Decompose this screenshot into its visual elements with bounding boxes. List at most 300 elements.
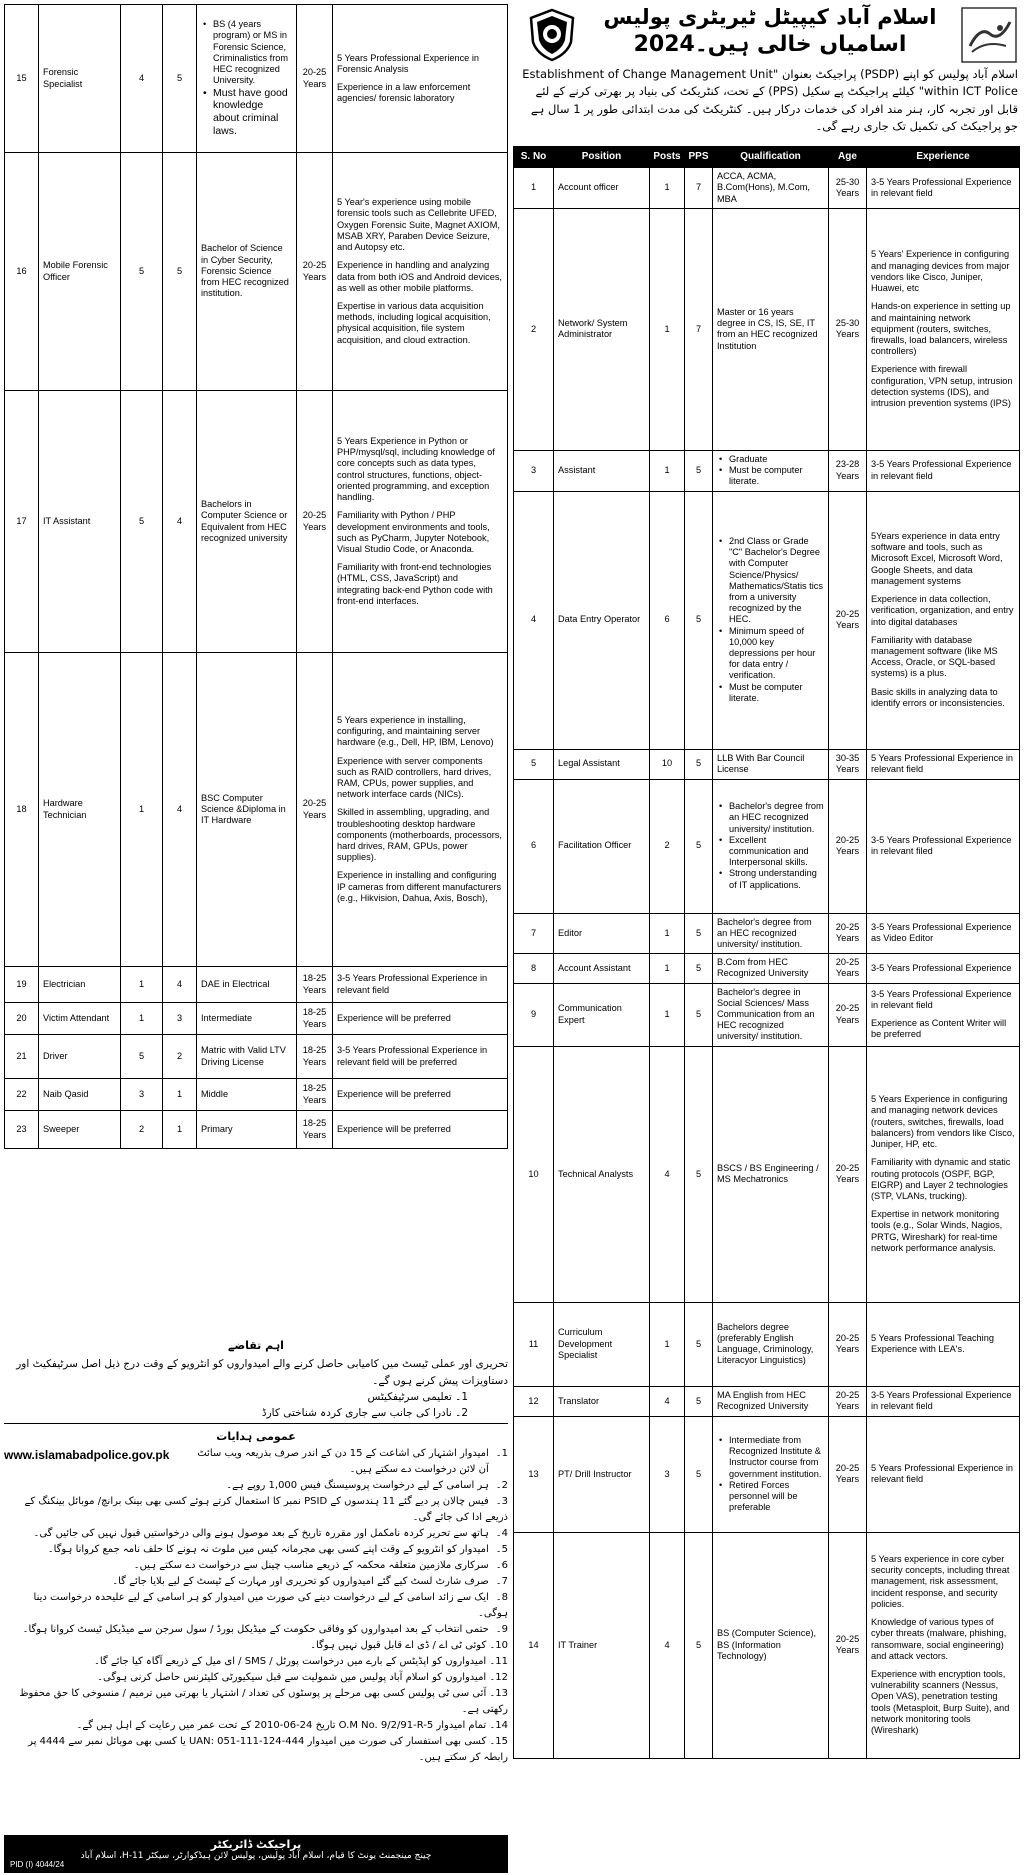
footer-address: چینج مینجمنٹ یونٹ کا قیام، اسلام آباد پولیس، پولیس لائن ہیڈکوارٹر، سیکٹر H-11، اسلام آباد [80,1851,432,1862]
row-posts: 1 [121,1003,163,1035]
qualification-item: • Intermediate from Recognized Institute & Instructor course from government institution. [717,1435,824,1480]
qualification-item: • Must have good knowledge about criminal laws. [201,87,292,138]
pid-number: PID (I) 4044/24 [10,1860,65,1870]
row-position: Forensic Specialist [39,5,121,153]
row-posts: 4 [650,1046,685,1302]
row-qualification: Intermediate [197,1003,297,1035]
experience-paragraph: Experience in handling and analyzing data from both iOS and Android devices, as well as other mobile platforms. [337,260,502,293]
instruction-text: ایک سے زائد اسامی کے لیے درخواست دینے کی صورت میں امیدوار کو ہر اسامی کے لیے علیحدہ درخواست دینا ہوگی۔ [33,1591,508,1619]
row-posts: 6 [650,491,685,749]
row-pps: 4 [163,391,197,653]
experience-paragraph: 3-5 Years Professional Experience in relevant field [871,459,1012,481]
row-posts: 1 [650,450,685,491]
row-position: Translator [554,1386,650,1416]
row-experience [867,1046,1020,1302]
instruction-text: امیدوار اشتہار کی اشاعت کے 15 دن کے اندر صرف بذریعہ ویب سائٹ [197,1447,489,1459]
row-position: Network/ System Administrator [554,208,650,450]
row-posts: 1 [650,208,685,450]
table-row [5,1035,508,1079]
row-age: 25-30 Years [829,208,867,450]
row-experience [867,983,1020,1046]
experience-paragraph: 5 Years experience in core cyber security concepts, including threat management, risk assessment, incident response, and security policies. [871,1554,1010,1609]
row-experience [333,653,508,967]
experience-paragraph: 5Years experience in data entry software and tools, such as Microsoft Excel, Microsoft Word, Google Sheets, and data management systems [871,530,1003,586]
col-sno: S. No [514,147,554,168]
row-qualification [713,1416,829,1532]
instruction-item [4,1574,508,1590]
table-row [514,913,1020,954]
instruction-item [4,1590,508,1622]
table-row [514,208,1020,450]
instruction-number: 11۔ [489,1655,508,1667]
row-posts: 1 [650,954,685,983]
instruction-number: 14۔ [489,1719,508,1731]
row-position: Facilitation Officer [554,779,650,913]
row-qualification [713,491,829,749]
row-experience [867,1386,1020,1416]
instruction-text: ہاتھ سے تحریر کردہ نامکمل اور مقررہ تاریخ کے بعد موصول ہونے والی درخواستیں قبول نہیں کی جائیں گی۔ [33,1527,489,1539]
row-qualification [197,5,297,153]
row-position: Mobile Forensic Officer [39,153,121,391]
row-experience [333,1111,508,1149]
experience-paragraph: Knowledge of various types of cyber threats (malware, phishing, ransomware, social engineering) and attack vectors. [871,1617,1007,1661]
notes-section [4,1335,508,1766]
row-pps: 5 [685,913,713,954]
instruction-item [4,1494,508,1526]
row-age: 20-25 Years [829,491,867,749]
header [513,4,1020,133]
experience-paragraph: 5 Years Professional Experience in Forensic Analysis [337,52,479,74]
row-posts: 1 [121,967,163,1003]
experience-paragraph: Familiarity with database management software (like MS Access, Oracle, or SQL-based systems) is a plus. [871,634,998,679]
experience-paragraph: Familiarity with dynamic and static routing protocols (OSPF, BGP, EIGRP) and Layer 2 technologies (STP, VLANs, trucking). [871,1157,1011,1202]
row-qualification: Bachelors in Computer Science or Equivalent from HEC recognized university [197,391,297,653]
row-experience [867,749,1020,779]
row-position: Driver [39,1035,121,1079]
row-pps: 5 [685,1386,713,1416]
experience-paragraph: Experience in a law enforcement agencies/ forensic laboratory [337,82,471,104]
row-pps: 5 [685,1046,713,1302]
experience-paragraph: Experience will be preferred [337,1012,451,1023]
row-sno: 1 [514,168,554,209]
table-row [514,954,1020,983]
left-column [4,4,508,1149]
row-sno: 20 [5,1003,39,1035]
instruction-text: امیدواروں کو اسلام آباد پولیس میں شمولیت سے قبل سیکیورٹی کلیئرنس حاصل کرنی ہوگی۔ [97,1671,487,1683]
row-experience [867,491,1020,749]
row-experience [333,5,508,153]
experience-paragraph: Experience in installing and configuring IP cameras from different manufacturers (e.g., Hikvision, Dahua, Axis, Bosch), [337,870,502,903]
instruction-item [4,1670,508,1686]
row-posts: 1 [650,168,685,209]
instruction-number: 10۔ [489,1639,508,1651]
header-title: اسلام آباد کیپیٹل ٹیریٹری پولیس [603,5,937,29]
row-experience [333,967,508,1003]
row-pps: 7 [685,168,713,209]
table-header-row [514,147,1020,168]
table-row [5,967,508,1003]
instruction-number: 1۔ [495,1447,508,1459]
row-qualification: Matric with Valid LTV Driving License [197,1035,297,1079]
experience-paragraph: 3-5 Years Professional Experience in relevant field [871,176,1012,199]
instruction-item [4,1718,508,1734]
experience-paragraph: Experience with encryption tools, vulnerability scanners (Nessus, Open VAS), penetration testing tools (Metasploit, Burp Suite), and network monitoring tools (Wireshark) [871,1669,1010,1736]
instruction-text: کوئی ٹی اے / ڈی اے قابل قبول نہیں ہوگا۔ [310,1639,487,1651]
experience-paragraph: 3-5 Years Professional Experience as Video Editor [871,922,1012,944]
row-pps: 5 [685,1532,713,1758]
experience-paragraph: 3-5 Years Professional Experience in relevant field [871,1389,1012,1412]
experience-paragraph: Hands-on experience in setting up and maintaining network equipment (routers, switches, firewalls, load balancers, wireless controllers) [871,301,1011,357]
row-position: Victim Attendant [39,1003,121,1035]
row-experience [867,913,1020,954]
instruction-item [4,1526,508,1542]
row-pps: 5 [685,779,713,913]
row-posts: 1 [650,913,685,954]
experience-paragraph: 5 Years' Experience in configuring and managing devices from major vendors like Cisco, Juniper, Huawei, etc [871,249,1010,294]
experience-paragraph: Skilled in assembling, upgrading, and troubleshooting desktop hardware components (motherboards, processors, hard drives, RAM, GPUs, power supplies). [337,807,502,863]
row-posts: 2 [650,779,685,913]
table-row [514,450,1020,491]
experience-paragraph: 3-5 Years Professional Experience in relevant filed [871,834,1012,856]
table-row [514,1302,1020,1386]
experience-paragraph: 5 Years experience in installing, configuring, and maintaining server hardware (e.g., Dell, HP, IBM, Lenovo) [337,714,494,748]
row-posts: 3 [121,1079,163,1111]
footer-title: پراجیکٹ ڈائریکٹر [210,1838,302,1851]
instruction-item [4,1478,508,1494]
row-position: IT Trainer [554,1532,650,1758]
right-positions-table [513,146,1020,1759]
row-qualification: BSCS / BS Engineering / MS Mechatronics [713,1046,829,1302]
row-sno: 7 [514,913,554,954]
row-pps: 5 [685,954,713,983]
row-qualification: MA English from HEC Recognized University [713,1386,829,1416]
instruction-item [4,1638,508,1654]
row-age: 20-25 Years [829,1532,867,1758]
row-age: 20-25 Years [829,779,867,913]
qualification-item: • Must be computer literate. [717,465,824,487]
table-row [5,5,508,153]
row-pps: 5 [685,450,713,491]
row-posts: 5 [121,153,163,391]
row-sno: 22 [5,1079,39,1111]
row-sno: 11 [514,1302,554,1386]
instructions-title: عمومی ہدایات [216,1430,296,1444]
stamp-icon [960,6,1018,64]
row-experience [333,391,508,653]
row-age: 20-25 Years [297,153,333,391]
requirement-item-1: 1۔ تعلیمی سرٹیفکیٹس [367,1390,468,1403]
row-experience [867,954,1020,983]
row-pps: 1 [163,1079,197,1111]
instruction-number: 9۔ [495,1623,508,1635]
instruction-number: 7۔ [495,1575,508,1587]
table-row [514,779,1020,913]
qualification-item: • 2nd Class or Grade "C" Bachelor's Degree with Computer Science/Physics/ Mathematics/Statis tics from a university recognized by the HEC. [717,536,824,626]
row-age: 18-25 Years [297,1003,333,1035]
instruction-text: امیدوار کو انٹرویو کے وقت اپنے کسی بھی مجرمانہ کیس میں ملوث نہ ہونے کا حلف نامہ جمع کروانا ہوگا۔ [47,1543,489,1555]
table-row [514,1416,1020,1532]
website-link[interactable]: www.islamabadpolice.gov.pk [4,1447,170,1462]
table-row [5,653,508,967]
row-position: Electrician [39,967,121,1003]
instruction-number: 12۔ [489,1671,508,1683]
row-age: 20-25 Years [829,1386,867,1416]
row-qualification: ACCA, ACMA, B.Com(Hons), M.Com, MBA [713,168,829,209]
instruction-item [4,1622,508,1638]
row-sno: 14 [514,1532,554,1758]
row-qualification [713,779,829,913]
row-qualification: DAE in Electrical [197,967,297,1003]
row-experience [333,1079,508,1111]
experience-paragraph: Experience will be preferred [337,1088,451,1099]
row-age: 20-25 Years [297,653,333,967]
requirements-lead: تحریری اور عملی ٹیسٹ میں کامیابی حاصل کرنے والے امیدواروں کو انٹرویو کے وقت درج ذیل اصل سرٹیفکیٹ اور دستاویزات پیش کرنے ہوں گے۔ [16,1358,508,1387]
experience-paragraph: 5 Years Professional Experience in relevant field [871,752,1013,774]
row-experience [333,153,508,391]
row-experience [867,1302,1020,1386]
row-position: Naib Qasid [39,1079,121,1111]
row-age: 20-25 Years [829,954,867,983]
qualification-item: • Must be computer literate. [717,682,824,704]
row-sno: 16 [5,153,39,391]
row-sno: 5 [514,749,554,779]
table-row [514,1532,1020,1758]
row-experience [333,1035,508,1079]
row-qualification: Primary [197,1111,297,1149]
experience-paragraph: 5 Year's experience using mobile forensic tools such as Cellebrite UFED, Oxygen Forensic Suite, Magnet AXIOM, MSAB XRY, Paraben Device Seizure, and Autopsy etc. [337,197,500,253]
row-sno: 6 [514,779,554,913]
row-sno: 2 [514,208,554,450]
instruction-text: تمام امیدوار O.M No. 9/2/91-R-5 تاریخ 24-06-2010 کے تحت عمر میں رعایت کے اہل ہیں گے۔ [76,1719,487,1731]
row-age: 18-25 Years [297,1079,333,1111]
row-pps: 5 [685,491,713,749]
row-qualification: LLB With Bar Council License [713,749,829,779]
instruction-item [4,1558,508,1574]
instruction-number: 15۔ [489,1735,508,1747]
row-posts: 4 [650,1532,685,1758]
row-position: IT Assistant [39,391,121,653]
row-qualification: Bachelor of Science in Cyber Security, Forensic Science from HEC recognized institution. [197,153,297,391]
col-pps: PPS [685,147,713,168]
instruction-item [4,1686,508,1718]
experience-paragraph: Experience will be preferred [337,1123,451,1134]
row-position: Technical Analysts [554,1046,650,1302]
instruction-text: حتمی انتخاب کے بعد امیدواروں کو وفاقی حکومت کے میڈیکل بورڈ / سول سرجن سے میڈیکل ٹیسٹ کروانا ہوگا۔ [22,1623,489,1635]
row-posts: 5 [121,1035,163,1079]
row-sno: 13 [514,1416,554,1532]
row-posts: 5 [121,391,163,653]
instruction-number: 2۔ [495,1479,508,1491]
row-position: Curriculum Development Specialist [554,1302,650,1386]
qualification-item: • Minimum speed of 10,000 key depressions per hour for data entry / verification. [717,626,824,682]
experience-paragraph: Experience with firewall configuration, VPN setup, intrusion detection systems (IDS), and intrusion prevention systems (IPS) [871,364,1013,409]
row-qualification: Bachelor's degree in Social Sciences/ Mass Communication from an HEC recognized university/ institution. [713,983,829,1046]
row-pps: 5 [163,153,197,391]
table-row [5,391,508,653]
experience-paragraph: 3-5 Years Professional Experience in relevant field [337,973,488,995]
row-experience [867,450,1020,491]
col-experience: Experience [867,147,1020,168]
row-pps: 4 [163,653,197,967]
experience-paragraph: Expertise in various data acquisition methods, including logical acquisition, physical acquisition, file system acquisition, and cloud extraction. [337,300,491,345]
row-experience [867,779,1020,913]
experience-paragraph: Experience as Content Writer will be preferred [871,1018,1007,1040]
row-posts: 1 [121,653,163,967]
row-pps: 7 [685,208,713,450]
instruction-text: کسی بھی استفسار کی صورت میں امیدوار UAN: 051-111-124-444 یا کسی بھی موبائل نمبر سے 4444 پر رابطہ کر سکتے ہیں۔ [28,1735,508,1763]
col-posts: Posts [650,147,685,168]
row-pps: 4 [163,967,197,1003]
qualification-list [717,454,824,488]
row-sno: 4 [514,491,554,749]
row-age: 20-25 Years [829,1046,867,1302]
qualification-item: • Strong understanding of IT applications. [717,868,824,890]
row-position: Account Assistant [554,954,650,983]
row-age: 20-25 Years [297,391,333,653]
instruction-number: 3۔ [495,1495,508,1507]
row-position: Legal Assistant [554,749,650,779]
row-qualification: BSC Computer Science &Diploma in IT Hardware [197,653,297,967]
requirement-item-2: 2۔ نادرا کی جانب سے جاری کردہ شناختی کارڈ [261,1407,468,1420]
row-position: PT/ Drill Instructor [554,1416,650,1532]
qualification-list [717,1435,824,1514]
experience-paragraph: Familiarity with front-end technologies (HTML, CSS, JavaScript) and integrating back-end Python code with front-end interfaces. [337,562,493,606]
instruction-text: فیس چالان پر دیے گئے 11 ہندسوں کے PSID نمبر کا استعمال کرتے ہوئے کسی بھی بینک برانچ/ موبائل بینکنگ کے ذریعے ادا کی جائے گی۔ [24,1495,508,1523]
row-posts: 1 [650,1302,685,1386]
qualification-list [717,536,824,704]
row-experience [333,1003,508,1035]
row-pps: 5 [685,983,713,1046]
row-position: Account officer [554,168,650,209]
row-posts: 4 [650,1386,685,1416]
experience-paragraph: 3-5 Years Professional Experience in relevant field [871,988,1012,1010]
instruction-text: ہر اسامی کے لیے درخواست پروسیسنگ فیس 1,000 روپے ہے۔ [226,1479,489,1491]
experience-paragraph: Basic skills in analyzing data to identify errors or inconsistencies. [871,686,1005,708]
experience-paragraph: 5 Years Professional Teaching Experience with LEA's. [871,1332,994,1355]
footer [4,1835,508,1873]
table-row [514,983,1020,1046]
row-experience [867,208,1020,450]
row-age: 23-28 Years [829,450,867,491]
row-age: 18-25 Years [297,967,333,1003]
qualification-item: • Graduate [717,454,824,465]
table-row [514,168,1020,209]
row-posts: 3 [650,1416,685,1532]
row-posts: 1 [650,983,685,1046]
col-position: Position [554,147,650,168]
table-row [5,1003,508,1035]
row-posts: 10 [650,749,685,779]
qualification-item: • Excellent communication and Interpersonal skills. [717,835,824,869]
row-pps: 5 [163,5,197,153]
row-age: 20-25 Years [297,5,333,153]
experience-paragraph: Expertise in network monitoring tools (e.g., Solar Winds, Nagios, PRTG, Wireshark) for real-time network performance analysis. [871,1209,1003,1253]
row-sno: 23 [5,1111,39,1149]
row-position: Hardware Technician [39,653,121,967]
row-sno: 15 [5,5,39,153]
row-pps: 5 [685,749,713,779]
row-sno: 19 [5,967,39,1003]
experience-paragraph: 5 Years Experience in configuring and managing network devices (routers, switches, firewalls, load balancers) from vendors like Cisco, Juniper, HP, etc. [871,1094,1015,1150]
table-row [5,1111,508,1149]
qualification-list [717,801,824,891]
instruction-number: 6۔ [495,1559,508,1571]
row-age: 25-30 Years [829,168,867,209]
qualification-item: • BS (4 years program) or MS in Forensic Science, Criminalistics from HEC recognized University. [201,19,292,86]
instruction-text: امیدواروں کو اپڈیٹس کے بارے میں درخواست پورٹل / SMS / ای میل کے ذریعے آگاہ کیا جائے گا۔ [94,1655,487,1667]
experience-paragraph: 5 Years Experience in Python or PHP/mysql/sql, including knowledge of core concepts such as data types, control structures, functions, object-oriented programming, and exception handling. [337,435,495,503]
row-posts: 4 [121,5,163,153]
row-experience [867,168,1020,209]
row-age: 20-25 Years [829,983,867,1046]
row-position: Communication Expert [554,983,650,1046]
row-sno: 10 [514,1046,554,1302]
table-row [5,1079,508,1111]
row-pps: 2 [163,1035,197,1079]
instruction-number: 5۔ [495,1543,508,1555]
row-age: 20-25 Years [829,1302,867,1386]
row-age: 30-35 Years [829,749,867,779]
row-qualification: BS (Computer Science), BS (Information Technology) [713,1532,829,1758]
row-qualification: Master or 16 years degree in CS, IS, SE, IT from an HEC recognized Institution [713,208,829,450]
police-crest-icon [527,8,577,62]
stamp-logo [960,6,1018,64]
table-row [514,1046,1020,1302]
experience-paragraph: Experience with server components such as RAID controllers, hard drives, RAM, CPUs, power supplies, and network interface cards (NICs). [337,755,492,800]
row-qualification: Middle [197,1079,297,1111]
experience-paragraph: Familiarity with Python / PHP development environments and tools, such as PyCharm, Jupyter Notebook, Visual Studio Code, or Anaconda. [337,510,490,554]
instruction-item [4,1734,508,1766]
row-sno: 18 [5,653,39,967]
row-posts: 2 [121,1111,163,1149]
instruction-number: 13۔ [489,1687,508,1699]
row-experience [867,1416,1020,1532]
row-qualification: B.Com from HEC Recognized University [713,954,829,983]
table-row [514,491,1020,749]
instruction-number: 4۔ [495,1527,508,1539]
row-pps: 5 [685,1416,713,1532]
row-sno: 3 [514,450,554,491]
requirements-title: اہم تقاضے [228,1339,284,1352]
qualification-item: • Bachelor's degree from an HEC recognized university/ institution. [717,801,824,835]
instruction-number: 8۔ [495,1591,508,1603]
left-positions-table [4,4,508,1149]
row-sno: 12 [514,1386,554,1416]
row-age: 18-25 Years [297,1111,333,1149]
instruction-text: آن لائن درخواست دے سکتے ہیں۔ [349,1463,489,1475]
table-row [5,153,508,391]
row-experience [867,1532,1020,1758]
row-age: 20-25 Years [829,1416,867,1532]
col-qualification: Qualification [713,147,829,168]
experience-paragraph: 3-5 Years Professional Experience in relevant field will be preferred [337,1045,488,1067]
row-sno: 21 [5,1035,39,1079]
table-row [514,749,1020,779]
row-pps: 5 [685,1302,713,1386]
row-pps: 1 [163,1111,197,1149]
row-qualification: Bachelors degree (preferably English Language, Criminology, Literacyor Linguistics) [713,1302,829,1386]
row-qualification [713,450,829,491]
qualification-item: • Retired Forces personnel will be preferable [717,1480,824,1514]
row-age: 20-25 Years [829,913,867,954]
row-sno: 17 [5,391,39,653]
instruction-text: صرف شارٹ لسٹ کیے گئے امیدواروں کو تحریری اور مہارت کے ٹیسٹ کے لیے بلایا جائے گا۔ [112,1575,489,1587]
row-pps: 3 [163,1003,197,1035]
row-age: 18-25 Years [297,1035,333,1079]
instructions-list [4,1446,508,1766]
header-intro: اسلام آباد پولیس کو اپنے (PSDP) پراجیکٹ بعنوان "Establishment of Change Management Unit within ICT Police" کیلئے پراجیکٹ پے سکیل (PPS) کے تحت، کنٹریکٹ کی بنیاد پر بھرتی کرنے کے لئے قابل اور تجربہ کار، ہنر مند افراد کی خدمات درکار ہیں۔ کنٹریکٹ کی مدت ابتدائی طور پر 1 سال ہے جو پراجیکٹ کی تکمیل تک جاری رہے گی۔ [522,67,1018,133]
header-subtitle: اسامیاں خالی ہیں۔2024 [633,32,907,57]
